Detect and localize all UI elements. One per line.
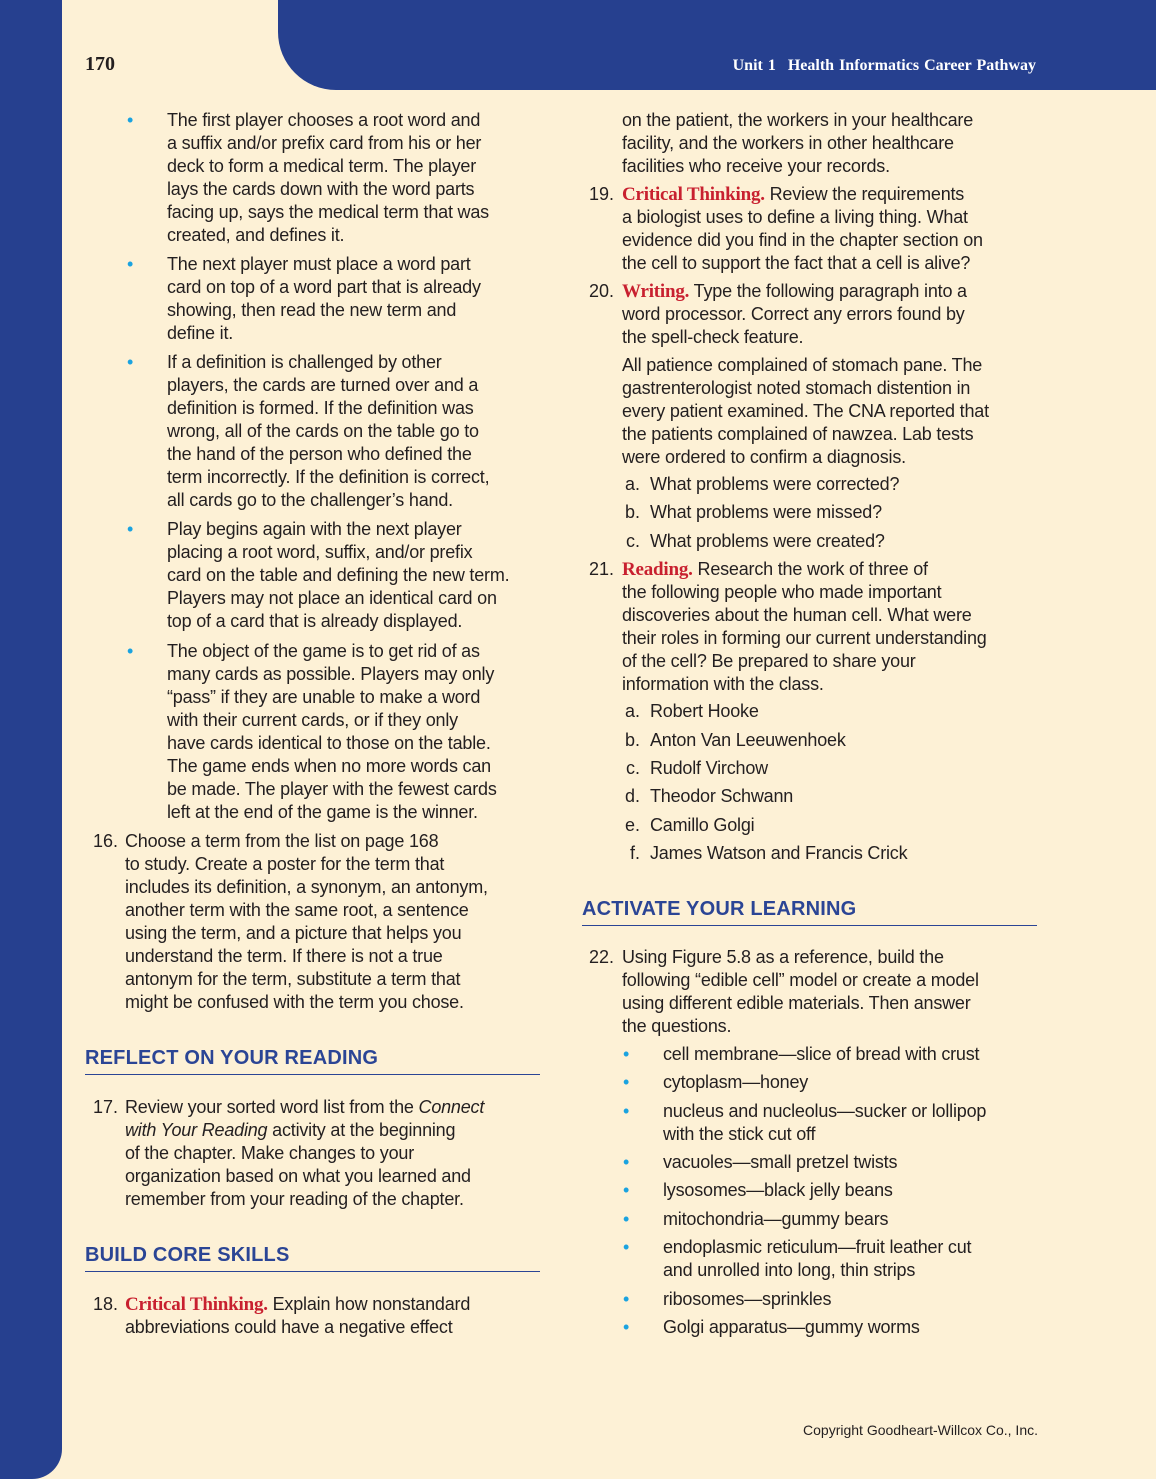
italic-activity-name: Connect with Your Reading <box>125 1097 485 1140</box>
bullet-icon: • <box>623 1237 630 1257</box>
item-keyword: Critical Thinking. <box>125 1294 268 1315</box>
edible-cell-bullet: Golgi apparatus—gummy worms <box>663 1317 920 1337</box>
game-rule-bullet: The first player chooses a root word and a suffix and/or prefix card from his or her deck to form a medical term. The player lays the cards down with the word parts facing up, says the medical term that was created, and defines it. <box>167 110 489 245</box>
sub-item: James Watson and Francis Crick <box>650 843 908 863</box>
sub-item: Robert Hooke <box>650 701 759 721</box>
bullet-icon: • <box>623 1180 630 1200</box>
item-text <box>622 946 1052 1038</box>
left-color-bar <box>0 0 62 1479</box>
sub-item: What problems were corrected? <box>650 474 900 494</box>
sub-letter: a. <box>624 701 640 721</box>
edible-cell-bullet: nucleus and nucleolus—sucker or lollipop with the stick cut off <box>663 1101 987 1144</box>
item-text <box>622 558 1052 696</box>
item-number: 16. <box>92 831 118 851</box>
bullet-icon: • <box>623 1209 630 1229</box>
item-text <box>125 830 555 1014</box>
sub-letter: c. <box>625 758 640 778</box>
item-number: 20. <box>588 281 614 301</box>
header-band <box>278 0 1156 90</box>
edible-cell-bullet: mitochondria—gummy bears <box>663 1209 889 1229</box>
item-text <box>622 183 1052 275</box>
bullet-icon: • <box>623 1289 630 1309</box>
sub-item: Rudolf Virchow <box>650 758 768 778</box>
sub-letter: f. <box>629 843 640 863</box>
reflect-heading: REFLECT ON YOUR READING <box>85 1047 379 1069</box>
bullet-icon: • <box>127 641 134 661</box>
item-number: 22. <box>588 947 614 967</box>
sub-letter: b. <box>624 730 640 750</box>
unit-label: Unit 1 <box>732 57 776 74</box>
game-rule-bullet: If a definition is challenged by other players, the cards are turned over and a definition is formed. If the definition was wrong, all of the cards on the table go to the hand of the person who defined the term incorrectly. If the definition is correct, all cards go to the challenger’s hand. <box>167 352 490 510</box>
item-body: Review your sorted word list from the <box>125 1097 419 1117</box>
sub-item: What problems were missed? <box>650 502 882 522</box>
item-body: Explain how nonstandard abbreviations could have a negative effect <box>125 1294 471 1337</box>
sub-letter: d. <box>624 786 640 806</box>
sub-item: Camillo Golgi <box>650 815 755 835</box>
running-head <box>733 57 1036 75</box>
sub-item: What problems were created? <box>650 531 885 551</box>
sub-letter: b. <box>624 502 640 522</box>
edible-cell-bullet: endoplasmic reticulum—fruit leather cut and unrolled into long, thin strips <box>663 1237 972 1280</box>
item-text <box>125 1096 555 1211</box>
activate-heading: ACTIVATE YOUR LEARNING <box>582 898 857 920</box>
bullet-icon: • <box>127 110 134 130</box>
bullet-icon: • <box>623 1101 630 1121</box>
item-text <box>125 1293 555 1339</box>
bullet-icon: • <box>623 1072 630 1092</box>
item-keyword: Reading. <box>622 559 693 580</box>
bullet-icon: • <box>127 519 134 539</box>
bullet-icon: • <box>127 352 134 372</box>
item-body: Type the following paragraph into a word processor. Correct any errors found by the spell-check feature. <box>622 281 967 347</box>
item-number: 21. <box>588 559 614 579</box>
item-text <box>622 280 1052 349</box>
heading-rule <box>582 925 1037 926</box>
copyright: Copyright Goodheart-Willcox Co., Inc. <box>803 1422 1038 1438</box>
item-body: Review the requirements a biologist uses to define a living thing. What evidence did you find in the chapter section on the cell to support the fact that a cell is alive? <box>622 184 983 273</box>
edible-cell-bullet: vacuoles—small pretzel twists <box>663 1152 898 1172</box>
sub-item: Theodor Schwann <box>650 786 794 806</box>
item-body: Choose a term from the list on page 168 to study. Create a poster for the term that includes its definition, a synonym, an antonym, another term with the same root, a sentence using the term, and a picture that helps you understand the term. If there is not a true antonym for the term, substitute a term that might be confused with the term you chose. <box>125 831 488 1012</box>
edible-cell-bullet: cell membrane—slice of bread with crust <box>663 1044 980 1064</box>
bullet-icon: • <box>127 254 134 274</box>
edible-cell-bullet: ribosomes—sprinkles <box>663 1289 832 1309</box>
heading-rule <box>85 1074 540 1075</box>
item-number: 18. <box>92 1294 118 1314</box>
sub-item: Anton Van Leeuwenhoek <box>650 730 846 750</box>
core-skills-heading: BUILD CORE SKILLS <box>85 1244 290 1266</box>
item-number: 19. <box>588 184 614 204</box>
bullet-icon: • <box>623 1044 630 1064</box>
game-rule-bullet: The next player must place a word part card on top of a word part that is already showing, then read the new term and define it. <box>167 254 481 343</box>
bullet-icon: • <box>623 1317 630 1337</box>
game-rule-bullet: The object of the game is to get rid of as many cards as possible. Players may only “pass” if they are unable to make a word with their current cards, or if they only have cards identical to those on the table. The game ends when no more words can be made. The player with the fewest cards left at the end of the game is the winner. <box>167 641 497 822</box>
edible-cell-bullet: cytoplasm—honey <box>663 1072 809 1092</box>
exercise-paragraph: All patience complained of stomach pane. The gastrenterologist noted stomach distention in every patient examined. The CNA reported that the patients complained of nawzea. Lab tests were ordered to confirm a diagnosis. <box>622 355 989 467</box>
item-keyword: Critical Thinking. <box>622 184 765 205</box>
item-number: 17. <box>92 1097 118 1117</box>
sub-letter: a. <box>624 474 640 494</box>
item-body: Research the work of three of the following people who made important discoveries about the human cell. What were their roles in forming our current understanding of the cell? Be prepared to share your information with the class. <box>622 559 987 694</box>
item-keyword: Writing. <box>622 281 690 302</box>
sub-letter: e. <box>624 815 640 835</box>
item-body: Using Figure 5.8 as a reference, build the following “edible cell” model or create a model using different edible materials. Then answer the questions. <box>622 947 979 1036</box>
sub-letter: c. <box>625 531 640 551</box>
edible-cell-bullet: lysosomes—black jelly beans <box>663 1180 893 1200</box>
bullet-icon: • <box>623 1152 630 1172</box>
item-body: activity at the beginning of the chapter. Make changes to your organization based on what you learned and remember from your reading of the chapter. <box>125 1120 471 1209</box>
heading-rule <box>85 1271 540 1272</box>
continued-text: on the patient, the workers in your healthcare facility, and the workers in other healthcare facilities who receive your records. <box>622 110 974 176</box>
game-rule-bullet: Play begins again with the next player placing a root word, suffix, and/or prefix card on the table and defining the new term. Players may not place an identical card on top of a card that is already displayed. <box>167 519 510 631</box>
chapter-title: Health Informatics Career Pathway <box>787 57 1036 74</box>
page-number: 170 <box>85 53 115 75</box>
